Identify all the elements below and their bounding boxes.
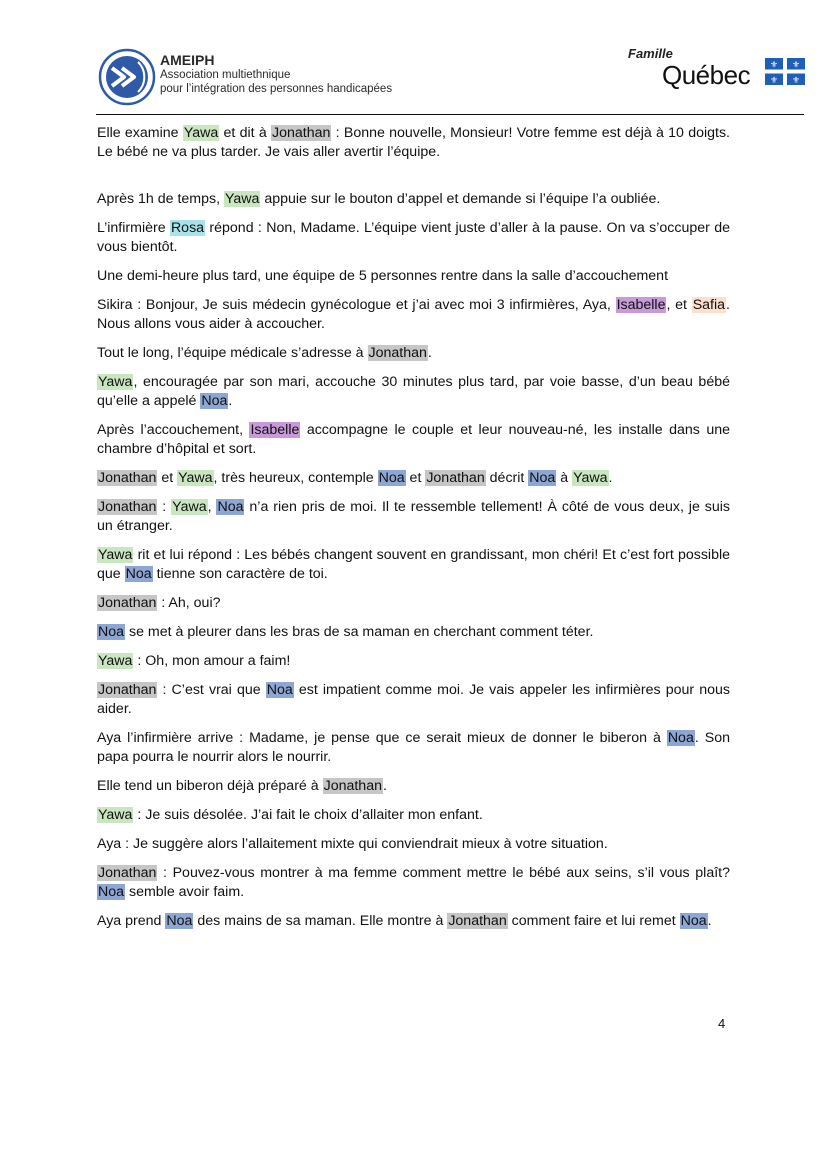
text-run: décrit	[485, 470, 529, 486]
name-highlight: Rosa	[170, 220, 205, 236]
name-highlight: Jonathan	[98, 682, 157, 698]
text-run: .	[427, 345, 432, 361]
text-run: et dit à	[219, 125, 271, 141]
text-run: se met à pleurer dans les bras de sa maman en cherchant comment téter.	[125, 624, 594, 640]
name-highlight: Jonathan	[368, 345, 427, 361]
name-highlight: Jonathan	[272, 125, 331, 141]
name-highlight: Noa	[529, 470, 556, 486]
name-highlight: Noa	[680, 913, 707, 929]
paragraph	[97, 681, 730, 719]
name-highlight: Noa	[98, 624, 125, 640]
name-highlight: Yawa	[172, 499, 207, 515]
text-run: .	[608, 470, 613, 486]
text-run: :	[157, 499, 172, 515]
page-header	[0, 0, 827, 120]
paragraph	[97, 835, 730, 854]
name-highlight: Yawa	[183, 125, 219, 141]
name-highlight: Jonathan	[448, 913, 507, 929]
text-run: répond : Non, Madame. L’équipe vient juste d’aller à la pause. On va s’occuper de vous bientôt.	[97, 220, 730, 255]
paragraph	[97, 421, 730, 459]
name-highlight: Noa	[217, 499, 244, 515]
name-highlight: Jonathan	[98, 499, 157, 515]
text-run: Elle tend un biberon déjà préparé à	[97, 778, 323, 794]
svg-text:⚜: ⚜	[769, 60, 779, 71]
text-run: : Bonne nouvelle, Monsieur! Votre femme est déjà à 10 doigts. Le bébé ne va plus tarder. Je vais aller avertir l’équipe.	[97, 125, 730, 160]
text-run: Après l’accouchement,	[97, 422, 250, 438]
famille-quebec-logo	[620, 44, 810, 94]
quebec-flag-icon	[765, 58, 805, 85]
paragraph	[97, 546, 730, 584]
name-highlight: Isabelle	[616, 297, 666, 313]
paragraph	[97, 594, 730, 613]
paragraph	[97, 806, 730, 825]
name-highlight: Yawa	[98, 807, 133, 823]
text-run: : Oh, mon amour a faim!	[133, 653, 291, 669]
text-run: comment faire et lui remet	[507, 913, 680, 929]
text-run: : Ah, oui?	[157, 595, 221, 611]
org-line-2: pour l’intégration des personnes handicapées	[160, 83, 393, 95]
svg-text:⚜: ⚜	[791, 60, 801, 71]
paragraph	[97, 652, 730, 671]
name-highlight: Jonathan	[98, 470, 157, 486]
text-run: et	[157, 470, 178, 486]
org-block	[160, 52, 392, 96]
text-run: .	[382, 778, 387, 794]
paragraph	[97, 124, 730, 162]
text-run: semble avoir faim.	[125, 884, 245, 900]
name-highlight: Noa	[125, 566, 152, 582]
svg-text:⚜: ⚜	[769, 76, 779, 85]
header-divider	[96, 114, 804, 115]
name-highlight: Jonathan	[426, 470, 485, 486]
text-run: n’a rien pris de moi. Il te ressemble tellement! À côté de vous deux, je suis un étranger.	[97, 499, 730, 534]
page-number: 4	[718, 1016, 726, 1031]
text-run: .	[707, 913, 712, 929]
name-highlight: Noa	[98, 884, 125, 900]
text-run: accompagne le couple et leur nouveau-né, les installe dans une chambre d’hôpital et sort.	[97, 422, 730, 457]
famille-label: Famille	[628, 46, 673, 61]
name-highlight: Yawa	[224, 191, 260, 207]
paragraph	[97, 912, 730, 931]
name-highlight: Noa	[201, 393, 228, 409]
text-run: Après 1h de temps,	[97, 191, 224, 207]
text-run: Aya prend	[97, 913, 166, 929]
paragraph	[97, 623, 730, 642]
name-highlight: Safia	[692, 297, 726, 313]
name-highlight: Noa	[266, 682, 293, 698]
text-run: , très heureux, contemple	[213, 470, 378, 486]
name-highlight: Jonathan	[323, 778, 382, 794]
text-run: et	[405, 470, 426, 486]
text-run: rit et lui répond : Les bébés changent souvent en grandissant, mon chéri! Et c’est fort possible que	[97, 547, 730, 582]
paragraph	[97, 296, 730, 334]
paragraph	[97, 777, 730, 796]
text-run: Elle examine	[97, 125, 183, 141]
text-run: tienne son caractère de toi.	[152, 566, 328, 582]
name-highlight: Jonathan	[98, 865, 157, 881]
paragraph	[97, 729, 730, 767]
text-run: , encouragée par son mari, accouche 30 minutes plus tard, par voie basse, d’un beau bébé qu’elle a appelé	[97, 374, 730, 409]
name-highlight: Noa	[667, 730, 694, 746]
paragraph	[97, 190, 730, 209]
name-highlight: Noa	[166, 913, 193, 929]
name-highlight: Yawa	[98, 547, 133, 563]
name-highlight: Noa	[378, 470, 405, 486]
text-run: Sikira : Bonjour, Je suis médecin gynécologue et j’ai avec moi 3 infirmières, Aya,	[97, 297, 616, 313]
text-run: à	[556, 470, 573, 486]
text-run: . Nous allons vous aider à accoucher.	[97, 297, 730, 332]
paragraph	[97, 469, 730, 488]
org-name: AMEIPH	[160, 52, 215, 68]
text-run: . Son papa pourra le nourrir alors le nourrir.	[97, 730, 730, 765]
text-run: Tout le long, l’équipe médicale s’adresse à	[97, 345, 368, 361]
text-run: , et	[666, 297, 692, 313]
name-highlight: Yawa	[178, 470, 213, 486]
paragraph	[97, 498, 730, 536]
paragraph	[97, 219, 730, 257]
paragraph	[97, 267, 730, 286]
text-run: est impatient comme moi. Je vais appeler les infirmières pour nous aider.	[97, 682, 730, 717]
text-run: L’infirmière	[97, 220, 170, 236]
text-run: Une demi-heure plus tard, une équipe de 5 personnes rentre dans la salle d’accouchement	[97, 268, 669, 284]
text-run: appuie sur le bouton d’appel et demande si l’équipe l’a oubliée.	[260, 191, 661, 207]
text-run: des mains de sa maman. Elle montre à	[193, 913, 448, 929]
paragraph	[97, 373, 730, 411]
name-highlight: Yawa	[98, 374, 133, 390]
story-text	[97, 124, 730, 941]
paragraph	[97, 344, 730, 363]
text-run: .	[228, 393, 233, 409]
svg-text:⚜: ⚜	[791, 76, 801, 85]
text-run: ,	[207, 499, 217, 515]
text-run: Aya l’infirmière arrive : Madame, je pense que ce serait mieux de donner le biberon à	[97, 730, 667, 746]
name-highlight: Yawa	[573, 470, 608, 486]
text-run: Aya : Je suggère alors l’allaitement mixte qui conviendrait mieux à votre situation.	[97, 836, 608, 852]
quebec-label: Québec	[662, 60, 751, 90]
text-run: : Je suis désolée. J’ai fait le choix d’allaiter mon enfant.	[133, 807, 483, 823]
name-highlight: Isabelle	[250, 422, 300, 438]
text-run: : Pouvez-vous montrer à ma femme comment mettre le bébé aux seins, s’il vous plaît?	[157, 865, 730, 881]
org-line-1: Association multiethnique	[160, 69, 291, 81]
ameiph-logo-icon	[98, 48, 156, 106]
paragraph	[97, 864, 730, 902]
name-highlight: Jonathan	[98, 595, 157, 611]
name-highlight: Yawa	[98, 653, 133, 669]
text-run: : C’est vrai que	[157, 682, 266, 698]
